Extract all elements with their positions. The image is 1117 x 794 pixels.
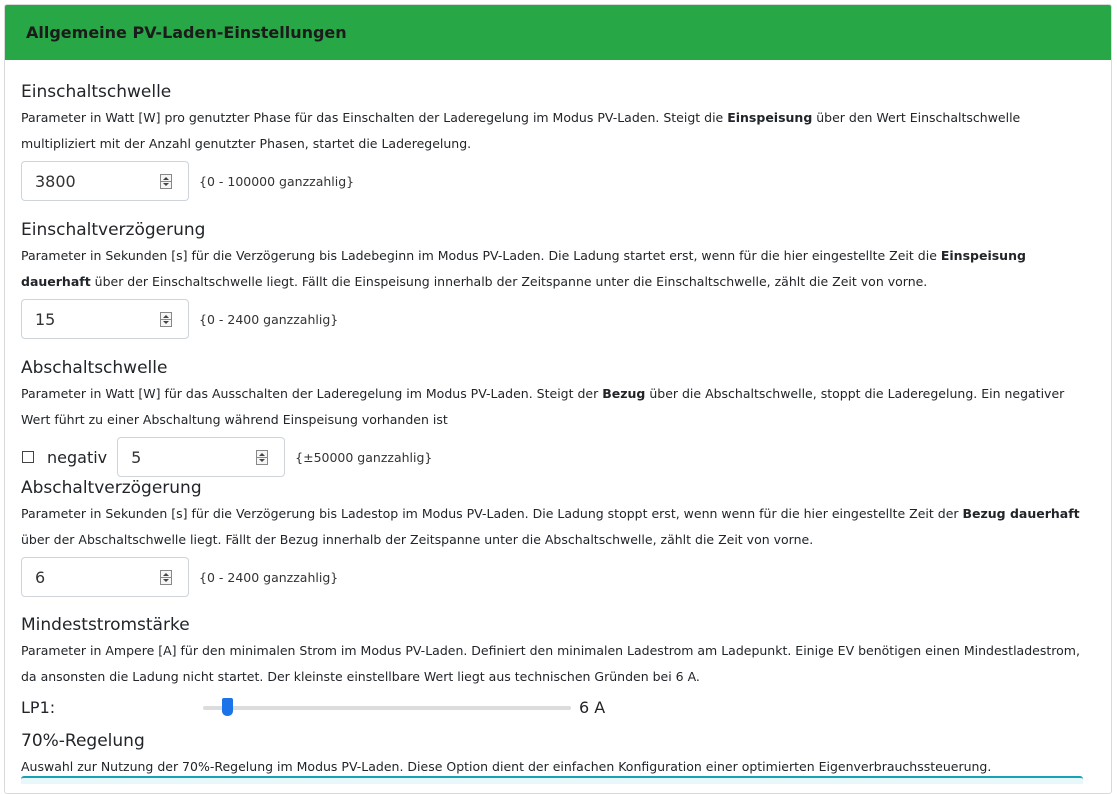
einschaltverzoegerung-input[interactable] [21, 299, 189, 339]
section-title: Einschaltschwelle [21, 82, 172, 102]
section-title: Mindeststromstärke [21, 615, 190, 635]
abschaltverzoegerung-input[interactable] [21, 557, 189, 597]
abschaltschwelle-input[interactable] [117, 437, 285, 477]
section-description: Auswahl zur Nutzung der 70%-Regelung im Modus PV-Laden. Diese Option dient der einfachen Konfiguration einer optimierten Eigenverbrauchssteuerung. [21, 759, 992, 774]
range-hint: {0 - 2400 ganzzahlig} [199, 311, 339, 327]
section-mindeststromstaerke [21, 614, 1091, 690]
input-value: 6 [35, 567, 46, 587]
spinner-icon[interactable] [160, 570, 172, 585]
einschaltschwelle-input[interactable] [21, 161, 189, 201]
section-description: Parameter in Sekunden [s] für die Verzögerung bis Ladebeginn im Modus PV-Laden. Die Ladung startet erst, wenn für die hier eingestellte Zeit die Einspeisung dauerhaft über der Einschaltschwelle liegt. Fällt die Einspeisung innerhalb der Zeitspanne unter die Einschaltschwelle, zählt die Zeit von vorne. [21, 248, 1026, 289]
section-title: Einschaltverzögerung [21, 220, 206, 240]
spinner-icon[interactable] [160, 312, 172, 327]
section-title: Abschaltverzögerung [21, 478, 202, 498]
input-row [21, 437, 1091, 477]
section-description: Parameter in Ampere [A] für den minimalen Strom im Modus PV-Laden. Definiert den minimalen Ladestrom am Ladepunkt. Einige EV benötigen einen Mindestladestrom, da ansonsten die Ladung nicht startet. Der kleinste einstellbare Wert liegt aus technischen Gründen bei 6 A. [21, 643, 1080, 684]
section-abschaltverzoegerung [21, 477, 1091, 597]
negativ-label: negativ [47, 447, 108, 467]
section-einschaltschwelle [21, 81, 1091, 201]
input-value: 15 [35, 309, 56, 329]
card-title: Allgemeine PV-Laden-Einstellungen [26, 23, 347, 42]
regelung-option-bar[interactable] [21, 776, 1083, 784]
input-row [21, 161, 1091, 201]
card-header [5, 5, 1111, 60]
section-70-regelung [21, 730, 1091, 780]
section-abschaltschwelle [21, 357, 1091, 477]
section-einschaltverzoegerung [21, 219, 1091, 339]
section-description: Parameter in Watt [W] für das Ausschalten der Laderegelung im Modus PV-Laden. Steigt der Bezug über die Abschaltschwelle, stoppt die Laderegelung. Ein negativer Wert führt zu einer Abschaltung während Einspeisung vorhanden ist [21, 386, 1065, 427]
section-description: Parameter in Sekunden [s] für die Verzögerung bis Ladestop im Modus PV-Laden. Die Ladung stoppt erst, wenn wenn für die hier eingestellte Zeit der Bezug dauerhaft über der Abschaltschwelle liegt. Fällt der Bezug innerhalb der Zeitspanne unter die Abschaltschwelle, zählt die Zeit von vorne. [21, 506, 1080, 547]
input-row [21, 299, 1091, 339]
section-title: Abschaltschwelle [21, 358, 168, 378]
lp1-label: LP1: [21, 698, 56, 717]
range-hint: {±50000 ganzzahlig} [295, 449, 433, 465]
spinner-icon[interactable] [160, 174, 172, 189]
range-hint: {0 - 100000 ganzzahlig} [199, 173, 355, 189]
lp1-slider-track[interactable] [203, 706, 571, 710]
spinner-icon[interactable] [256, 450, 268, 465]
lp1-slider-thumb[interactable] [222, 698, 233, 716]
lp1-slider-value: 6 A [579, 698, 606, 717]
input-value: 3800 [35, 171, 76, 191]
range-hint: {0 - 2400 ganzzahlig} [199, 569, 339, 585]
negativ-checkbox[interactable] [22, 451, 34, 463]
lp1-slider-row [21, 694, 721, 724]
input-row [21, 557, 1091, 597]
section-description: Parameter in Watt [W] pro genutzter Phase für das Einschalten der Laderegelung im Modus PV-Laden. Steigt die Einspeisung über den Wert Einschaltschwelle multipliziert mit der Anzahl genutzter Phasen, startet die Laderegelung. [21, 110, 1021, 151]
section-title: 70%-Regelung [21, 731, 145, 751]
input-value: 5 [131, 447, 142, 467]
